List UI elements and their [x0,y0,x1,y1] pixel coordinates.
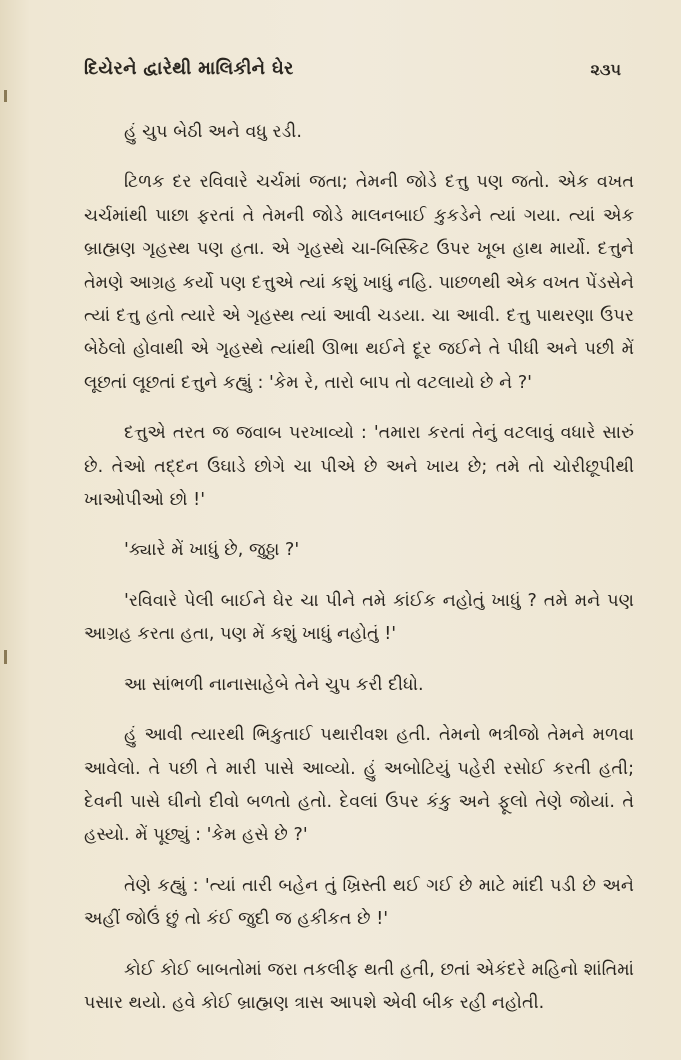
paragraph: 'રવિવારે પેલી બાઈને ઘેર ચા પીને તમે કાંઈક નહોતું ખાધું ? તમે મને પણ આગ્રહ કરતા હતા, પણ મેં કશું ખાધું નહોતું !' [84,590,634,645]
chapter-title: દિયેરને દ્વારેથી માલિકીને ઘેર [84,58,294,79]
paragraph: કોઈ કોઈ બાબતોમાં જરા તકલીફ થતી હતી, છતાં એકંદરે મહિનો શાંતિમાં પસાર થયો. હવે કોઈ બ્રાહ્મણ ત્રાસ આપશે એવી બીક રહી નહોતી. [84,959,634,1013]
paragraph: હું ચુપ બેઠી અને વધુ રડી. [124,122,302,142]
paragraph: હું આવી ત્યારથી ભિકુતાઈ પથારીવશ હતી. તેમનો ભત્રીજો તેમને મળવા આવેલો. તે પછી તે મારી પાસે આવ્યો. હું અબોટિયું પહેરી રસોઈ કરતી હતી; દેવની પાસે ઘીનો દીવો બળતો હતો. દેવલાં ઉપર કંકુ અને ફૂલો તેણે જોયાં. તે હસ્યો. મેં પૂછ્યું : 'કેમ હસે છે ?' [84,725,634,846]
page-number: ૨૩૫ [590,60,621,79]
paragraph: 'ક્યારે મેં ખાધું છે, જુઠ્ઠા ?' [124,540,300,561]
paragraph: દત્તુએ તરત જ જવાબ પરખાવ્યો : 'તમારા કરતાં તેનું વટલાવું વધારે સારું છે. તેઓ તદ્દન ઉઘાડે છોગે ચા પીએ છે અને ખાય છે; તમે તો ચોરીછૂપીથી ખાઓપીઓ છો !' [84,423,634,511]
running-head [84,58,621,88]
paragraph: તેણે કહ્યું : 'ત્યાં તારી બહેન તું ખ્રિસ્તી થઈ ગઈ છે માટે માંદી પડી છે અને અહીં જોઉં છું તો કંઈ જુદી જ હકીકત છે !' [84,875,634,930]
paragraph: આ સાંભળી નાનાસાહેબે તેને ચુપ કરી દીધો. [124,674,424,695]
paragraph: ટિળક દર રવિવારે ચર્ચમાં જતા; તેમની જોડે દત્તુ પણ જતો. એક વખત ચર્ચમાંથી પાછા ફરતાં તે તેમની જોડે માલનબાઈ કુકડેને ત્યાં ગયા. ત્યાં એક બ્રાહ્મણ ગૃહસ્થ પણ હતા. એ ગૃહસ્થે ચા-બિસ્કિટ ઉપર ખૂબ હાથ માર્યો. દત્તુને તેમણે આગ્રહ કર્યો પણ દત્તુએ ત્યાં કશું ખાધું નહિ. પાછળથી એક વખત પેંડસેને ત્યાં દત્તુ હતો ત્યારે એ ગૃહસ્થ ત્યાં આવી ચડયા. ચા આવી. દત્તુ પાથરણા ઉપર બેઠેલો હોવાથી એ ગૃહસ્થે ત્યાંથી ઊભા થઈને દૂર જઈને તે પીધી અને પછી મેં લૂછતાં લૂછતાં દત્તુને કહ્યું : 'કેમ રે, તારો બાપ તો વટલાયો છે ને ?' [84,172,634,393]
binding-mark [4,90,7,102]
binding-mark [4,650,7,664]
page-body [84,116,634,1020]
